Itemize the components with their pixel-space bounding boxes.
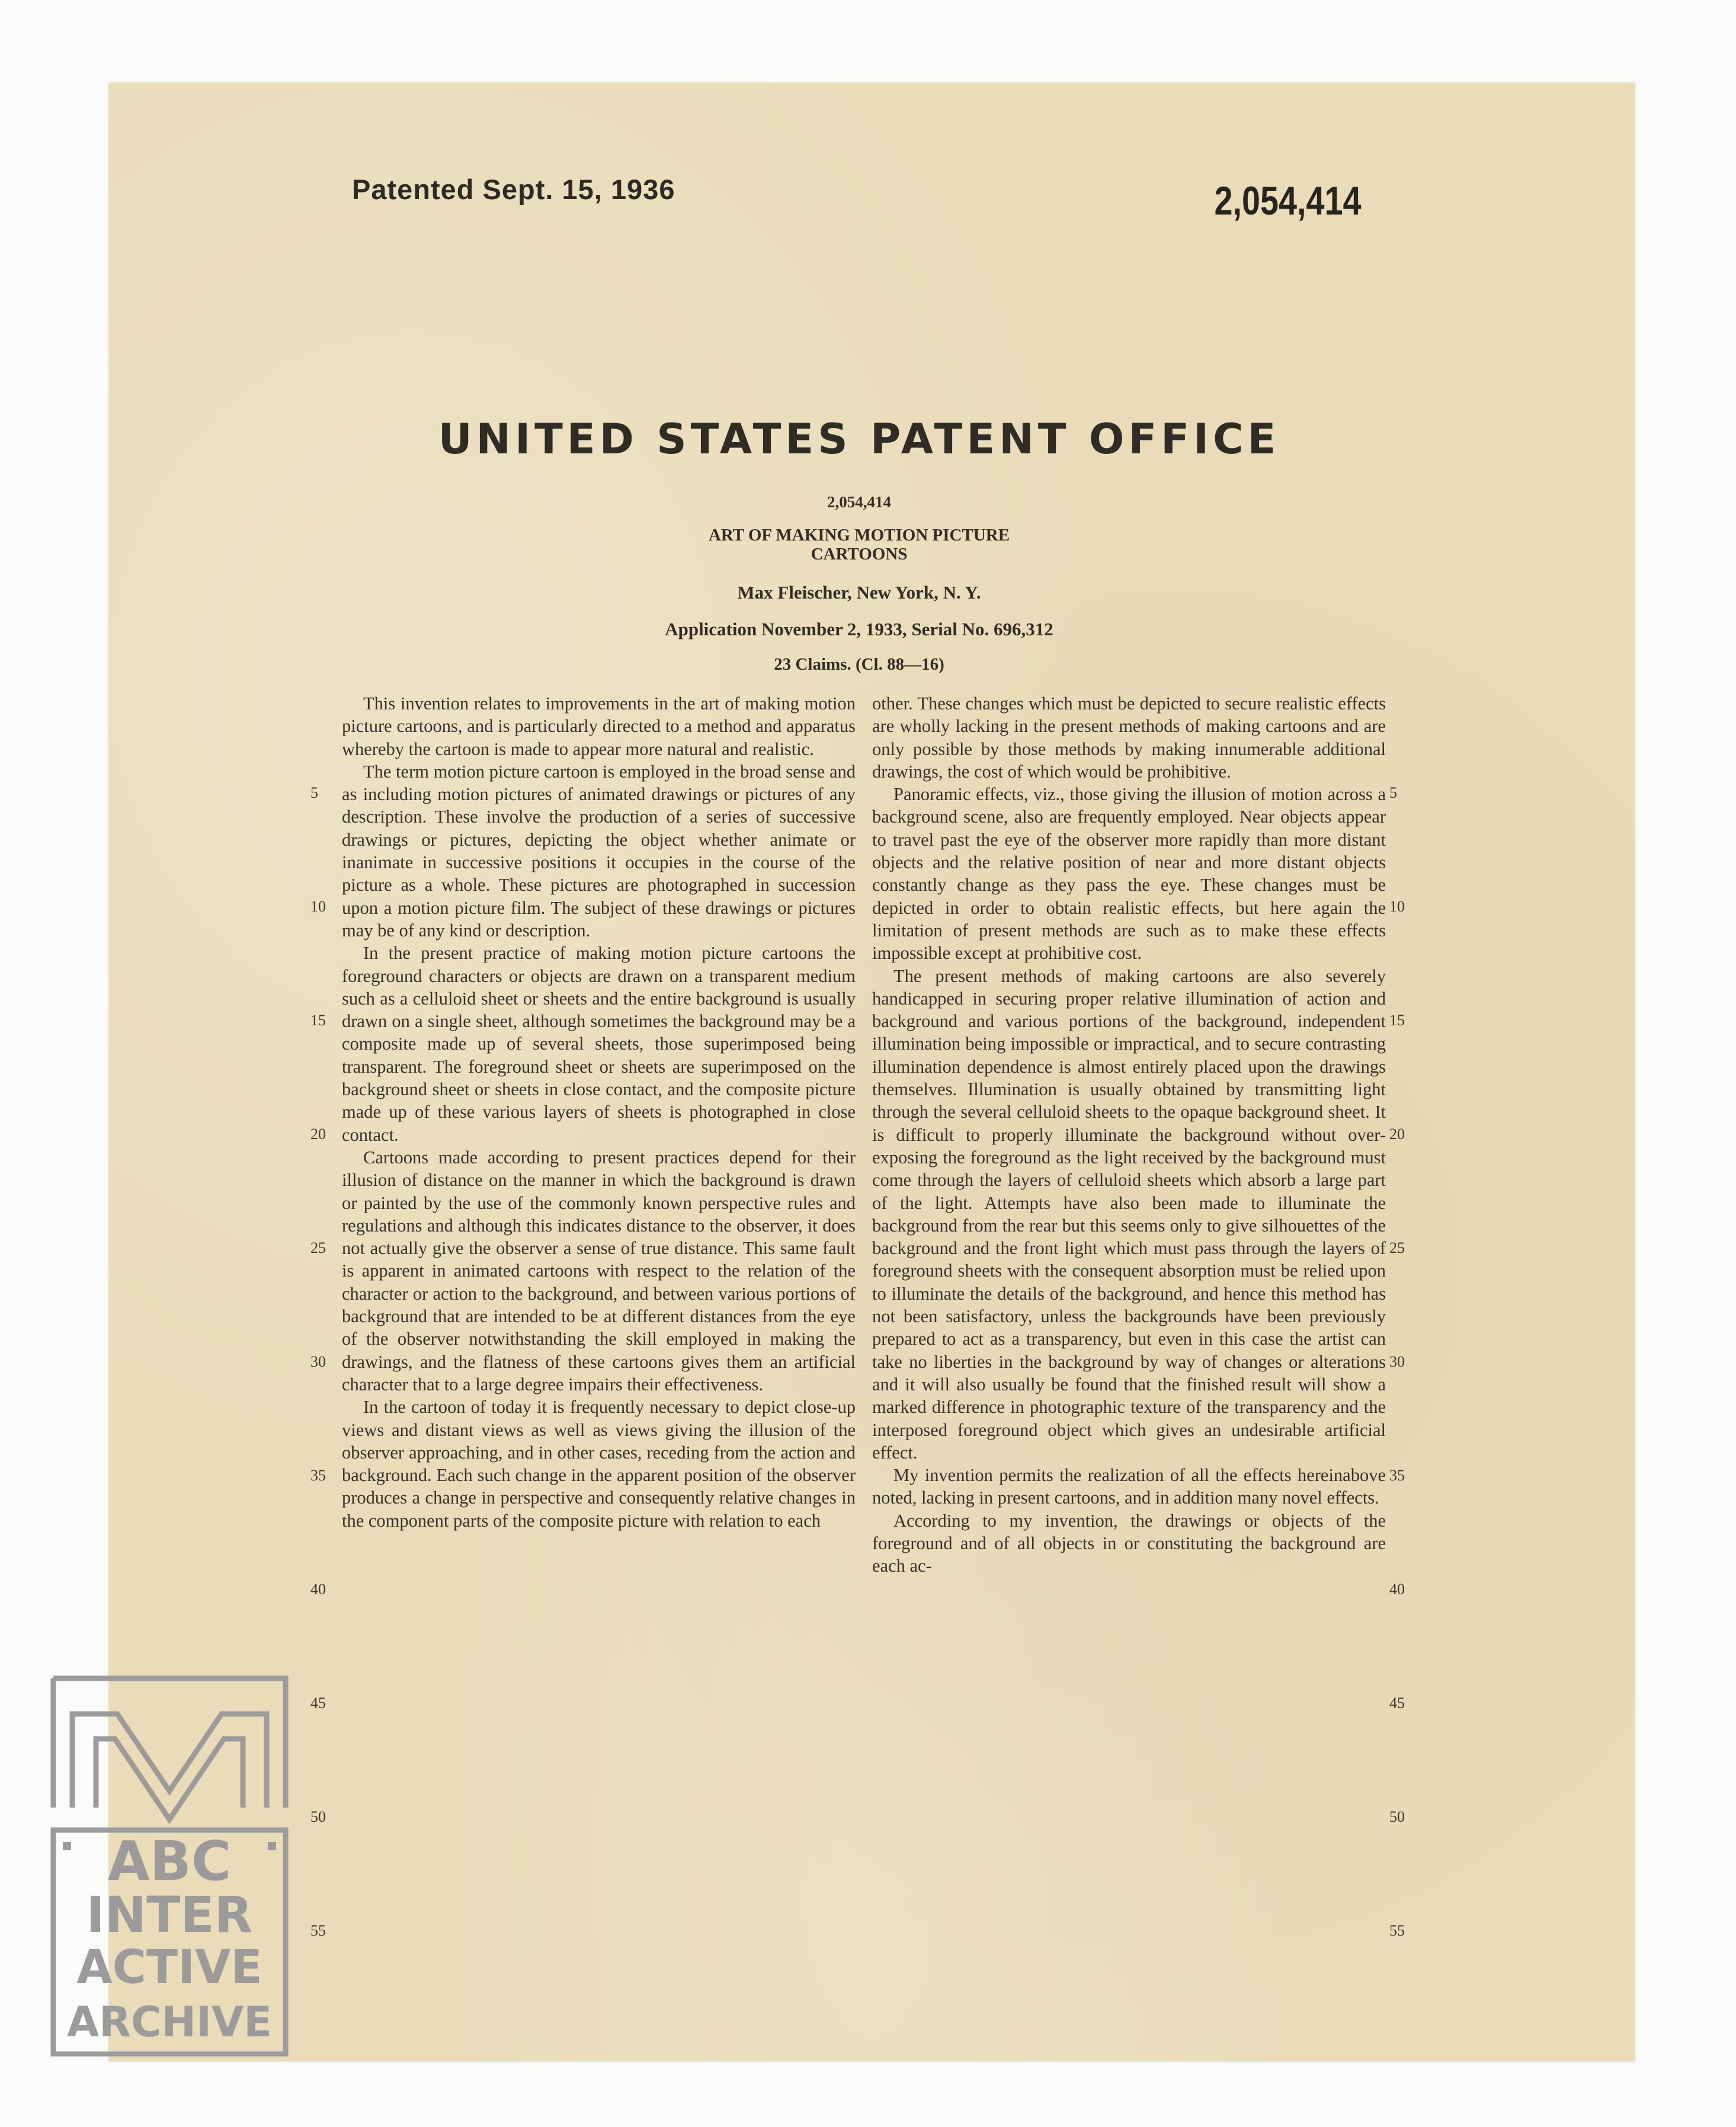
left-paragraph: This invention relates to improvements in the art of making motion picture cartoons, and is particularly directed to a method and apparatus whereby the cartoon is made to appear more natural and realistic. [342,693,856,759]
right-paragraph: Panoramic effects, viz., those giving the illusion of motion across a background scene, also are frequently employed. Near objects appear to travel past the eye of the observer more rapidly than more distant objects and the relative position of near and more distant objects constantly change as they pass the eye. These changes must be depicted in order to obtain realistic effects, but here again the limitation of present methods are such as to make these effects impossible except at prohibitive cost. [872,784,1386,964]
left-paragraph: Cartoons made according to present practices depend for their illusion of distance on the manner in which the background is drawn or painted by the use of the commonly known perspective rules and regulations and although this indicates distance to the observer, it does not actually give the observer a sense of true distance. This same fault is apparent in animated cartoons with respect to the relation of the character or action to the background, and between various portions of background that are intended to be at different distances from the eye of the observer notwithstanding the skill employed in making the drawings, and the flatness of these cartoons gives them an artificial character that to a large degree impairs their effectiveness. [342,1147,856,1394]
line-number-right: 50 [1389,1808,1405,1825]
title-line-1: ART OF MAKING MOTION PICTURE [708,526,1010,545]
abc-interactive-archive-logo [45,1667,294,2056]
line-number-right: 35 [1389,1467,1405,1484]
line-number-left: 10 [310,898,326,915]
line-number-left: 35 [310,1467,326,1484]
line-number-right: 15 [1389,1012,1405,1029]
application-info: Application November 2, 1933, Serial No. 696,312 [665,619,1053,639]
patent-number: 2,054,414 [1214,178,1362,223]
line-number-left: 5 [310,784,318,801]
line-number-left: 20 [310,1125,326,1143]
line-number-right: 20 [1389,1125,1405,1143]
line-number-right: 25 [1389,1239,1405,1256]
claims-info: 23 Claims. (Cl. 88—16) [774,655,944,674]
patented-date: Patented Sept. 15, 1936 [352,174,675,205]
right-paragraph: According to my invention, the drawings or objects of the foreground and of all objects in or constituting the background are each ac- [872,1510,1386,1576]
right-paragraph: My invention permits the realization of all the effects hereinabove noted, lacking in present cartoons, and in addition many novel effects. [872,1465,1386,1508]
line-number-right: 40 [1389,1581,1405,1598]
inventor: Max Fleischer, New York, N. Y. [737,582,981,603]
line-number-left: 40 [310,1581,326,1598]
line-number-right: 55 [1389,1922,1405,1939]
logo-text-archive: ARCHIVE [66,1998,273,2046]
logo-text-inter: INTER [86,1886,253,1944]
left-column [342,692,856,1966]
line-number-left: 15 [310,1012,326,1029]
logo-text-active: ACTIVE [76,1941,262,1994]
left-paragraph: The term motion picture cartoon is employed in the broad sense and as including motion pictures of animated drawings or pictures of any description. These involve the production of a series of successive drawings or pictures, depicting the object whether animate or inanimate in successive positions it occupies in the course of the picture as a whole. These pictures are photographed in succession upon a motion picture film. The subject of these drawings or pictures may be of any kind or description. [342,761,856,941]
office-heading: UNITED STATES PATENT OFFICE [438,415,1280,463]
line-number-right: 5 [1389,784,1397,801]
line-number-right: 45 [1389,1694,1405,1712]
left-paragraph: In the present practice of making motion picture cartoons the foreground characters or objects are drawn on a transparent medium such as a celluloid sheet or sheets and the entire background is usually drawn on a single sheet, although sometimes the background may be a composite made up of several sheets, those superimposed being transparent. The foreground sheet or sheets are superimposed on the background sheet or sheets in close contact, and the composite picture made up of these various layers of sheets is photographed in close contact. [342,943,856,1145]
right-column [872,692,1386,1966]
right-paragraph: The present methods of making cartoons are also severely handicapped in securing proper relative illumination of action and background and various portions of the background, independent illumination being impossible or impractical, and to secure contrasting illumination dependence is almost entirely placed upon the drawings themselves. Illumination is usually obtained by transmitting light through the several celluloid sheets to the opaque background sheet. It is difficult to properly illuminate the background without over-exposing the foreground as the light received by the background must come through the layers of celluloid sheets which absorb a large part of the light. Attempts have also been made to illuminate the background from the rear but this seems only to give silhouettes of the background and the front light which must pass through the layers of foreground sheets with the consequent absorption must be relied upon to illuminate the details of the background, and hence this method has not been satisfactory, unless the backgrounds have been previously prepared to act as a transparency, but even in this case the artist can take no liberties in the background by way of changes or alterations and it will also usually be found that the finished result will show a marked difference in photographic texture of the transparency and the interposed foreground object which gives an undesirable artificial effect. [872,965,1386,1463]
line-number-right: 10 [1389,898,1405,915]
right-paragraph: other. These changes which must be depicted to secure realistic effects are wholly lacking in the present methods of making cartoons and are only possible by those methods by making innumerable additional drawings, the cost of which would be prohibitive. [872,693,1386,782]
document-number: 2,054,414 [827,493,891,511]
line-number-left: 55 [310,1922,326,1939]
line-number-left: 30 [310,1353,326,1370]
line-number-left: 50 [310,1808,326,1825]
title-line-2: CARTOONS [811,545,908,564]
logo-text-abc: ABC [107,1829,232,1893]
line-number-left: 45 [310,1694,326,1712]
line-number-right: 30 [1389,1353,1405,1370]
left-paragraph: In the cartoon of today it is frequently necessary to depict close-up views and distant views as well as views giving the illusion of the observer approaching, and in other cases, receding from the action and background. Each such change in the apparent position of the observer produces a change in perspective and consequently relative changes in the component parts of the composite picture with relation to each [342,1397,856,1531]
line-number-left: 25 [310,1239,326,1256]
